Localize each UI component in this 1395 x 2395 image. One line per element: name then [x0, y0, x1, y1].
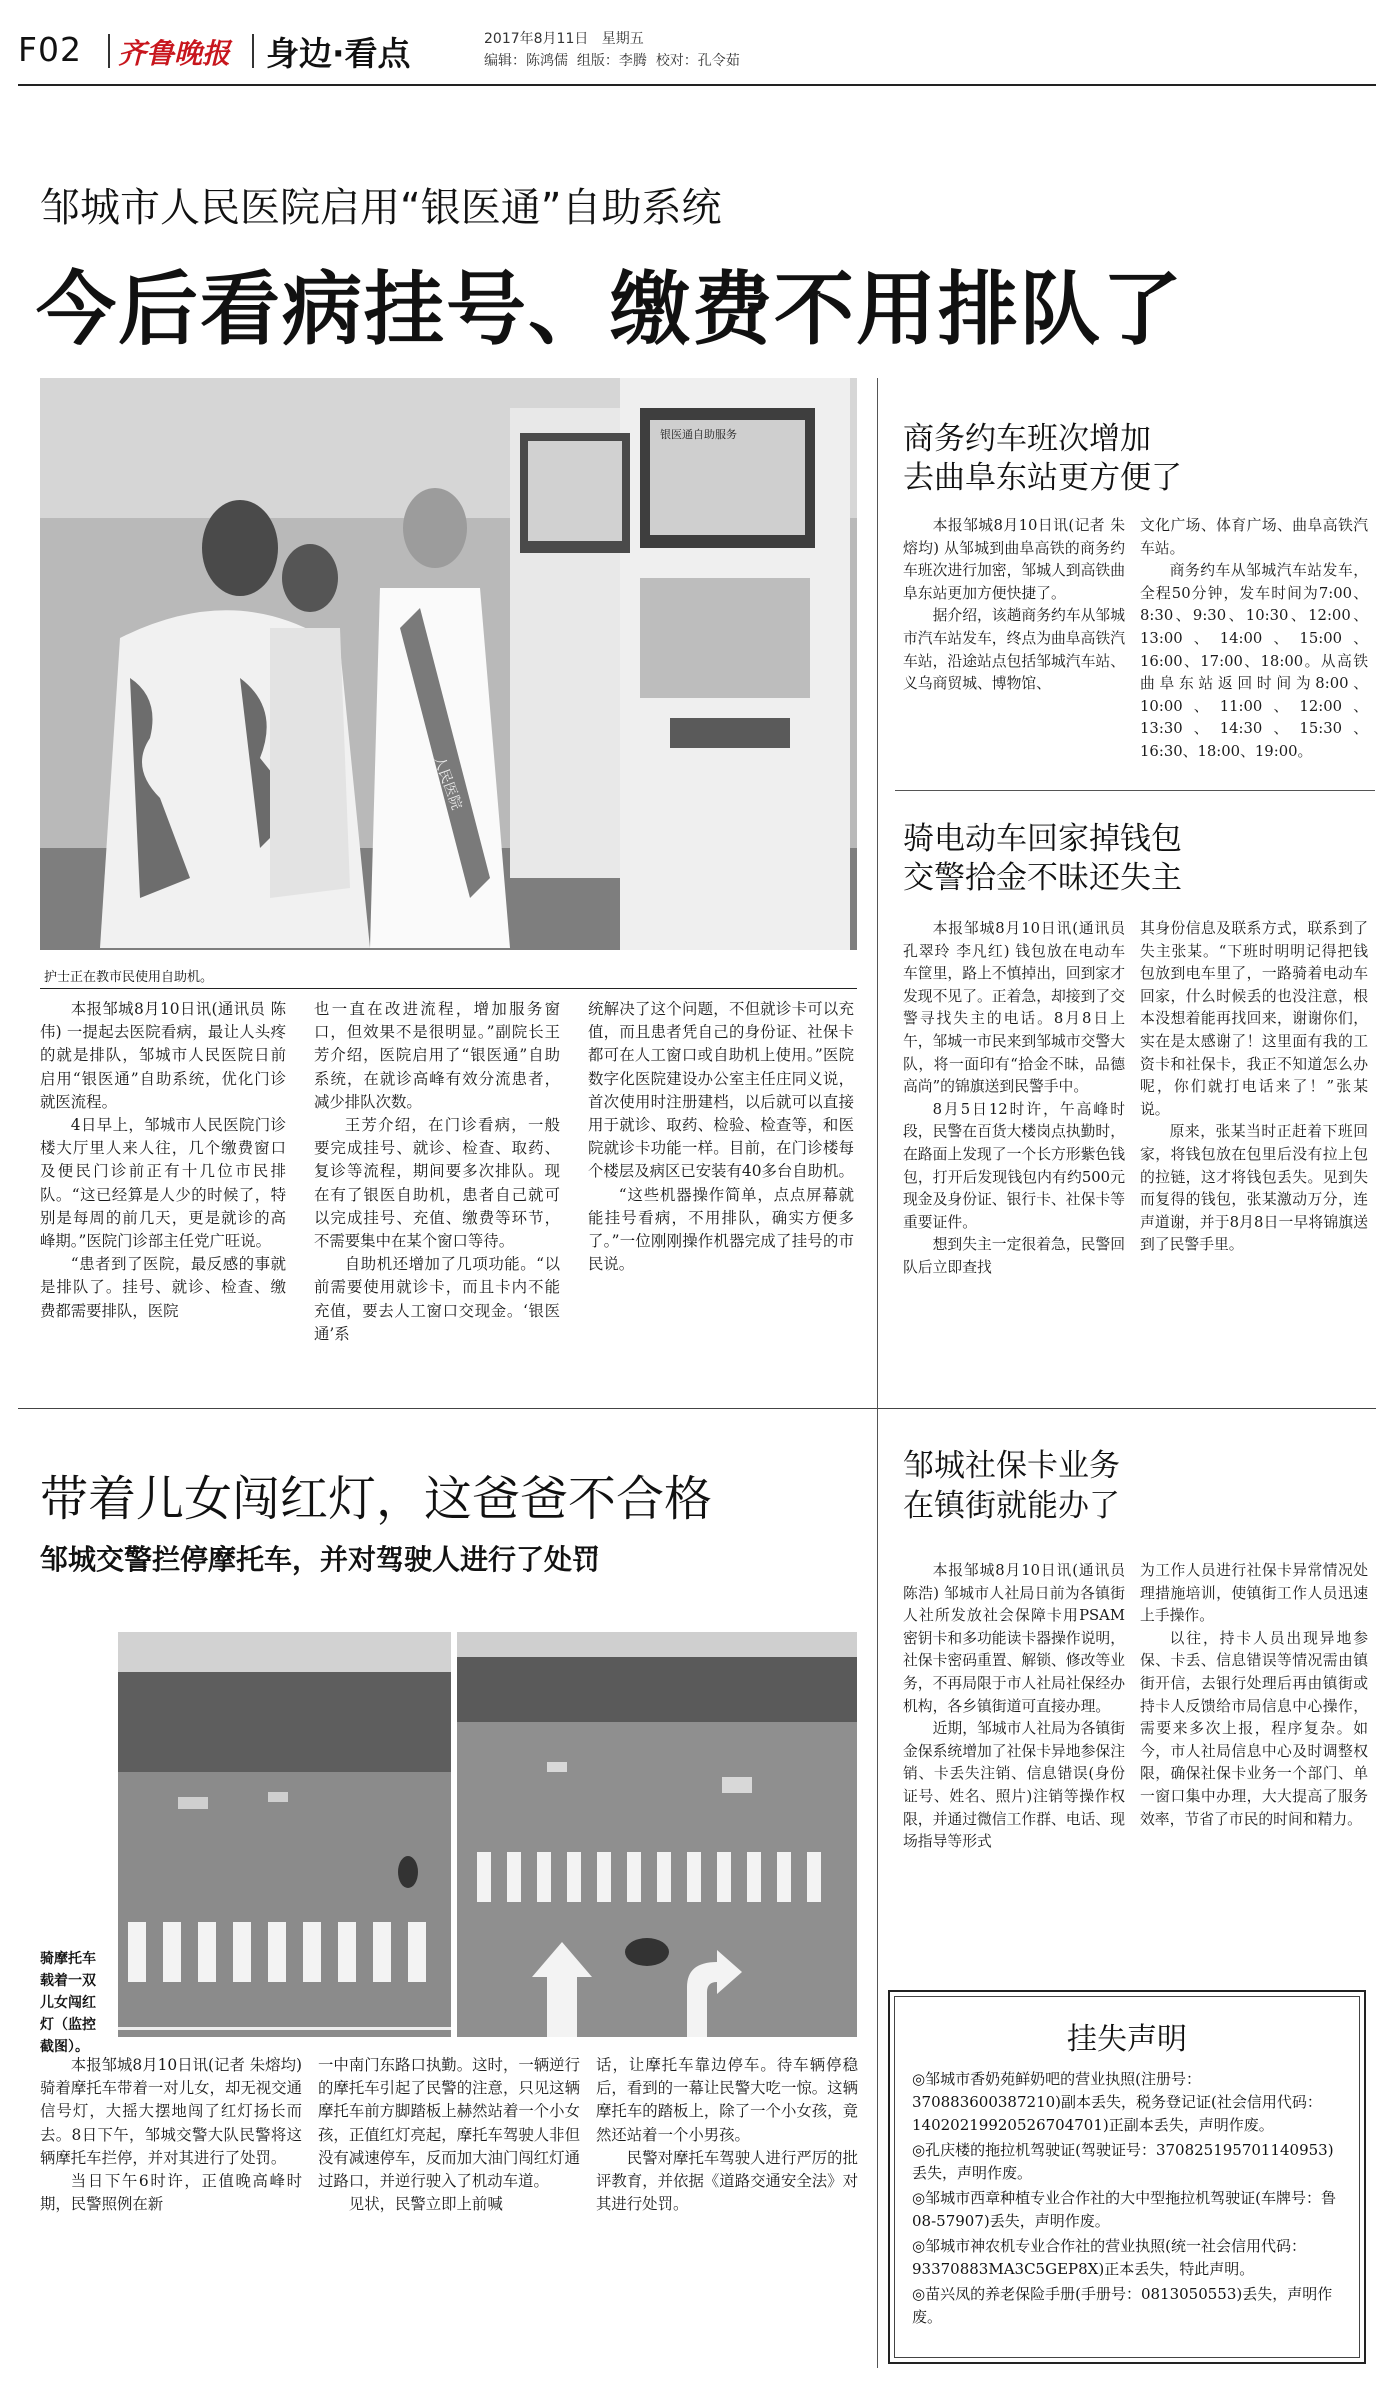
article5-title-line1: 邹城社保卡业务 — [903, 1448, 1120, 1484]
article2-col2-para2: 商务约车从邹城汽车站发车，全程50分钟，发车时间为7:00、8:30、9:30、10:30、12:00、13:00、14:00、15:00、16:00、17:00、18:00。从高铁曲阜东站返回时间为8:00、10:00、11:00、12:00、13:30、14:30、15:30、16:30、18:00、19:00。 — [1140, 562, 1368, 760]
column-divider-lower — [877, 1408, 878, 2368]
mid-rule — [18, 1408, 1376, 1409]
header-divider — [252, 34, 254, 68]
article5-col1 — [903, 1560, 1125, 1854]
traffic-photo-left — [118, 1632, 451, 2037]
article2-col2 — [1140, 515, 1368, 764]
article2-title-line2: 去曲阜东站更方便了 — [903, 460, 1182, 496]
lost-notice-item: ◎邹城市西章种植专业合作社的大中型拖拉机驾驶证(车牌号：鲁08-57907)丢失，声明作废。 — [912, 2189, 1336, 2230]
article5-col1-para1: 本报邹城8月10日讯(通讯员 陈浩) 邹城市人社局日前为各镇街人社所发放社会保障卡用PSAM密钥卡和多功能读卡器操作说明，社保卡密码重置、解锁、修改等业务，不再局限于市人社局社保经办机构，各乡镇街道可直接办理。 — [903, 1562, 1125, 1715]
lost-notice-item: ◎苗兴凤的养老保险手册(手册号：0813050553)丢失，声明作废。 — [912, 2285, 1333, 2326]
main-col2-para3: 自助机还增加了几项功能。“以前需要使用就诊卡，而且卡内不能充值，要去人工窗口交现金。‘银医通’系 — [314, 1255, 560, 1343]
traffic-side-caption: 骑摩托车载着一双儿女闯红灯（监控截图）。 — [40, 1951, 96, 2055]
kiosk-photo — [40, 378, 857, 950]
lost-notice-title: 挂失声明 — [1067, 2022, 1187, 2057]
article3-col2 — [1140, 918, 1368, 1257]
article2-col1-para1: 本报邹城8月10日讯(记者 朱熔均) 从邹城到曲阜高铁的商务约车班次进行加密，邹城人到高铁曲阜东站更加方便快捷了。 — [903, 517, 1125, 602]
staff-credits — [484, 50, 740, 70]
page-number: F02 — [18, 30, 82, 69]
sash-text: 人民医院 — [430, 753, 465, 812]
article4-col3-para2: 民警对摩托车驾驶人进行严厉的批评教育，并依据《道路交通安全法》对其进行处罚。 — [596, 2148, 858, 2214]
main-col1-para2: 4日早上，邹城市人民医院门诊楼大厅里人来人往，几个缴费窗口及便民门诊前正有十几位市民排队。“这已经算是人少的时候了，特别是每周的前几天，更是就诊的高峰期。”医院门诊部主任党广旺说。 — [40, 1116, 286, 1251]
article4-col1-para2: 当日下午6时许，正值晚高峰时期，民警照例在新 — [40, 2172, 302, 2214]
main-col2-para2: 王芳介绍，在门诊看病，一般要完成挂号、就诊、检查、取药、复诊等流程，期间要多次排队。现在有了银医自助机，患者自己就可以完成挂号、充值、缴费等环节，不需要集中在某个窗口等待。 — [314, 1116, 560, 1251]
article3-col2-para2: 原来，张某当时正赶着下班回家，将钱包放在包里后没有拉上包的拉链，这才将钱包丢失。见到失而复得的钱包，张某激动万分，连声道谢，并于8月8日一早将锦旗送到了民警手里。 — [1140, 1123, 1368, 1254]
article4-col1-para1: 本报邹城8月10日讯(记者 朱熔均) 骑着摩托车带着一对儿女，却无视交通信号灯，大摇大摆地闯了红灯扬长而去。8日下午，邹城交警大队民警将这辆摩托车拦停，并对其进行了处罚。 — [40, 2056, 302, 2167]
main-col1-para3: “患者到了医院，最反感的事就是排队了。挂号、就诊、检查、缴费都需要排队，医院 — [40, 1255, 286, 1320]
main-kicker: 邹城市人民医院启用“银医通”自助系统 — [40, 185, 722, 231]
weekday-text: 星期五 — [601, 31, 644, 47]
main-col3 — [588, 998, 854, 1276]
article4-col1 — [40, 2054, 302, 2216]
paper-logo: 齐鲁晚报 — [118, 37, 231, 70]
main-headline: 今后看病挂号、缴费不用排队了 — [36, 263, 1184, 356]
main-col1-para1: 本报邹城8月10日讯(通讯员 陈伟) 一提起去医院看病，最让人头疼的就是排队，邹城市人民医院日前启用“银医通”自助系统，优化门诊就医流程。 — [40, 1000, 286, 1111]
article4-headline: 带着儿女闯红灯，这爸爸不合格 — [40, 1471, 713, 1527]
article4-col2-para1: 一中南门东路口执勤。这时，一辆逆行的摩托车引起了民警的注意，只见这辆摩托车前方脚踏板上赫然站着一个小女孩，正值红灯亮起，摩托车驾驶人非但没有减速停车，反而加大油门闯红灯通过路口，并逆行驶入了机动车道。 — [318, 2056, 580, 2191]
article3-title-line1: 骑电动车回家掉钱包 — [903, 821, 1182, 857]
layout-credit: 组版：李腾 — [576, 53, 647, 69]
lost-notice-item: ◎孔庆楼的拖拉机驾驶证(驾驶证号：370825195701140953)丢失，声明作废。 — [912, 2141, 1334, 2182]
article5-col2 — [1140, 1560, 1368, 1831]
article2-col2-para1: 文化广场、体育广场、曲阜高铁汽车站。 — [1140, 517, 1368, 557]
article2-col1-para2: 据介绍，该趟商务约车从邹城市汽车站发车，终点为曲阜高铁汽车站，沿途站点包括邹城汽车站、义乌商贸城、博物馆、 — [903, 607, 1125, 693]
article2-title-line1: 商务约车班次增加 — [903, 421, 1151, 457]
article4-col2 — [318, 2054, 580, 2216]
article4-col3 — [596, 2054, 858, 2216]
article3-title-line2: 交警拾金不昧还失主 — [903, 860, 1182, 896]
article5-col2-para1: 为工作人员进行社保卡异常情况处理措施培训，使镇街工作人员迅速上手操作。 — [1140, 1562, 1368, 1625]
issue-date — [484, 28, 644, 48]
article2-rule — [895, 790, 1375, 791]
main-col1 — [40, 998, 286, 1323]
kiosk-screen-text: 银医通自助服务 — [660, 428, 737, 441]
article3-col1-para3: 想到失主一定很着急，民警回队后立即查找 — [903, 1236, 1125, 1276]
lost-notice-item: ◎邹城市神农机专业合作社的营业执照(统一社会信用代码：93370883MA3C5GEP8X)正本丢失，特此声明。 — [912, 2237, 1306, 2278]
article5-title-line2: 在镇街就能办了 — [903, 1488, 1120, 1524]
editor-credit: 编辑：陈鸿儒 — [484, 53, 568, 69]
main-col3-para1: 统解决了这个问题，不但就诊卡可以充值，而且患者凭自己的身份证、社保卡都可在人工窗口或自助机上使用。”医院数字化医院建设办公室主任庄同义说，首次使用时注册建档，以后就可以直接用于就诊、取药、检验、检查等，和医院就诊卡功能一样。目前，在门诊楼每个楼层及病区已安装有40多台自助机。 — [588, 1000, 854, 1181]
article4-col3-para1: 话，让摩托车靠边停车。待车辆停稳后，看到的一幕让民警大吃一惊。这辆摩托车的踏板上，除了一个小女孩，竟然还站着一个小男孩。 — [596, 2056, 858, 2144]
header-divider — [108, 34, 110, 68]
lost-notice-item: ◎邹城市香奶苑鲜奶吧的营业执照(注册号：370883600387210)副本丢失，税务登记证(社会信用代码：14020219920526704701)正副本丢失，声明作废。 — [912, 2070, 1322, 2134]
article2-col1 — [903, 515, 1125, 696]
traffic-photo-left-image — [118, 1632, 451, 2037]
proof-credit: 校对：孔令茹 — [655, 53, 740, 69]
photo-caption: 护士正在教市民使用自助机。 — [44, 970, 214, 985]
lost-notice-box — [888, 1990, 1366, 2364]
article3-col1-para1: 本报邹城8月10日讯(通讯员 孔翠玲 李凡红) 钱包放在电动车车筐里，路上不慎掉出，回到家才发现不见了。正着急，却接到了交警寻找失主的电话。8月8日上午，邹城一市民来到邹城市交警大队，将一面印有“拾金不昧，品德高尚”的锦旗送到民警手中。 — [903, 920, 1125, 1096]
traffic-photo-right-image — [457, 1632, 857, 2037]
header-rule — [18, 84, 1376, 86]
section-name: 身边·看点 — [266, 34, 411, 73]
article3-col1-para2: 8月5日12时许，午高峰时段，民警在百货大楼岗点执勤时，在路面上发现了一个长方形紫色钱包，打开后发现钱包内有约500元现金及身份证、银行卡、社保卡等重要证件。 — [903, 1100, 1125, 1231]
caption-rule — [40, 988, 857, 989]
main-col2 — [314, 998, 560, 1346]
main-col3-para2: “这些机器操作简单，点点屏幕就能挂号看病，不用排队，确实方便多了。”一位刚刚操作机器完成了挂号的市民说。 — [588, 1185, 854, 1274]
article5-col1-para2: 近期，邹城市人社局为各镇街金保系统增加了社保卡异地参保注销、卡丢失注销、信息错误(身份证号、姓名、照片)注销等操作权限，并通过微信工作群、电话、现场指导等形式 — [903, 1720, 1125, 1851]
lost-notice-list — [912, 2068, 1346, 2331]
column-divider — [877, 378, 878, 1408]
article4-col2-para2: 见状，民警立即上前喊 — [348, 2195, 503, 2214]
main-col2-para1: 也一直在改进流程，增加服务窗口，但效果不是很明显。”副院长王芳介绍，医院启用了“银医通”自助系统，在就诊高峰有效分流患者，减少排队次数。 — [314, 1000, 560, 1111]
date-text: 2017年8月11日 — [484, 31, 589, 47]
traffic-photo-right — [457, 1632, 857, 2037]
article3-col2-para1: 其身份信息及联系方式，联系到了失主张某。“下班时明明记得把钱包放到电车里了，一路骑着电动车回家，什么时候丢的也没注意，根本没想着能再找回来，谢谢你们，实在是太感谢了！这里面有我的工资卡和社保卡，我正不知道怎么办呢，你们就打电话来了！”张某说。 — [1140, 920, 1368, 1118]
article5-col2-para2: 以往，持卡人员出现异地参保、卡丢、信息错误等情况需由镇街开信，去银行处理后再由镇街或持卡人反馈给市局信息中心操作，需要来多次上报，程序复杂。如今，市人社局信息中心及时调整权限，确保社保卡业务一个部门、单一窗口集中办理，大大提高了服务效率，节省了市民的时间和精力。 — [1140, 1629, 1368, 1828]
article4-subhead: 邹城交警拦停摩托车，并对驾驶人进行了处罚 — [40, 1543, 601, 1576]
kiosk-photo-image — [40, 378, 857, 950]
article3-col1 — [903, 918, 1125, 1280]
